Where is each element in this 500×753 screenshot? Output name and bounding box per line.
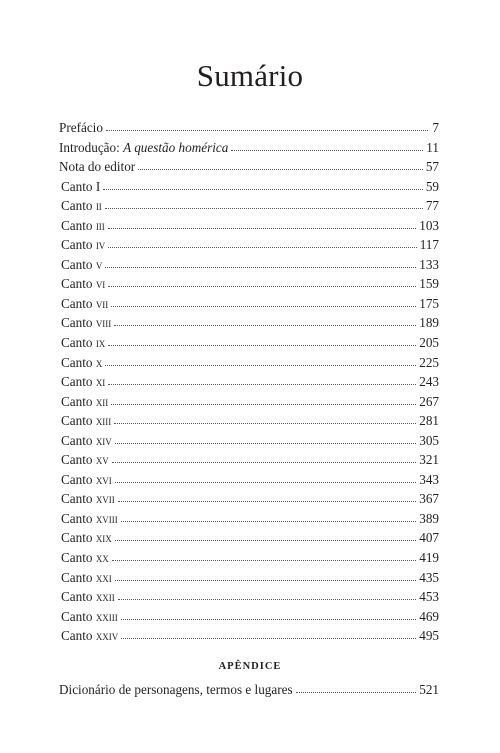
toc-entry[interactable] bbox=[59, 353, 439, 373]
toc-entry-numeral: xix bbox=[95, 530, 112, 546]
toc-entry-page-number: 11 bbox=[426, 139, 439, 155]
toc-entry-numeral: xvii bbox=[95, 491, 115, 507]
toc-entry-page-number: 243 bbox=[419, 374, 439, 390]
toc-entry[interactable] bbox=[59, 470, 439, 490]
toc-entry-numeral: ii bbox=[95, 198, 102, 214]
toc-entry[interactable] bbox=[59, 216, 439, 236]
toc-entry-page-number: 343 bbox=[419, 471, 439, 487]
toc-entry-label-text: Canto bbox=[61, 374, 93, 390]
toc-entry-label-text: Canto bbox=[61, 452, 93, 468]
toc-entry-page-number: 419 bbox=[419, 550, 439, 566]
toc-entry-page-number: 453 bbox=[419, 589, 439, 605]
toc-entry[interactable] bbox=[59, 313, 439, 333]
toc-entry-label bbox=[59, 118, 103, 138]
toc-entry-label-text: Canto bbox=[61, 256, 93, 272]
toc-entry-numeral: xvi bbox=[95, 471, 112, 487]
toc-entry[interactable] bbox=[59, 568, 439, 588]
dot-leader bbox=[105, 266, 416, 268]
toc-entry-label-text: Canto bbox=[61, 276, 93, 292]
toc-entry-label bbox=[59, 157, 135, 177]
toc-entry-label bbox=[59, 313, 111, 333]
toc-entry-label bbox=[59, 353, 102, 373]
dot-leader bbox=[296, 691, 417, 693]
toc-entry[interactable] bbox=[59, 450, 439, 470]
toc-entry-label-text: Dicionário de personagens, termos e lugares bbox=[59, 682, 293, 697]
toc-entry[interactable] bbox=[59, 177, 439, 197]
toc-entry-page-number: 435 bbox=[419, 569, 439, 585]
dot-leader bbox=[108, 227, 416, 229]
toc-entry-numeral: viii bbox=[95, 315, 112, 331]
toc-entry-page-number: 7 bbox=[432, 120, 439, 135]
toc-entry[interactable] bbox=[59, 509, 439, 529]
toc-entry-numeral: xxiii bbox=[95, 608, 118, 624]
toc-entry-label-text: Prefácio bbox=[59, 120, 103, 135]
toc-entry-numeral: iii bbox=[95, 217, 105, 233]
dot-leader bbox=[121, 520, 416, 522]
toc-entry[interactable] bbox=[59, 548, 439, 568]
toc-entry-label bbox=[59, 548, 109, 568]
toc-entry-label-text: Canto bbox=[61, 335, 93, 351]
toc-entry-label-text: Canto bbox=[61, 432, 93, 448]
toc-entry-label bbox=[59, 568, 112, 588]
toc-entry-label-text: Canto bbox=[61, 237, 93, 253]
toc-entry-label bbox=[59, 138, 228, 158]
table-of-contents bbox=[59, 118, 439, 646]
toc-entry[interactable] bbox=[59, 587, 439, 607]
dot-leader bbox=[105, 207, 423, 209]
toc-entry-label bbox=[59, 470, 112, 490]
toc-entry[interactable] bbox=[59, 274, 439, 294]
toc-entry-page-number: 159 bbox=[419, 276, 439, 292]
toc-entry-numeral: ix bbox=[95, 335, 106, 351]
toc-entry-numeral: xviii bbox=[95, 510, 118, 526]
toc-entry-label bbox=[59, 372, 105, 392]
toc-entry[interactable] bbox=[59, 333, 439, 353]
toc-entry-numeral: xi bbox=[95, 374, 106, 390]
toc-entry-page-number: 59 bbox=[425, 178, 439, 194]
toc-entry-numeral: iv bbox=[95, 237, 106, 253]
dot-leader bbox=[111, 403, 416, 405]
dot-leader bbox=[115, 442, 416, 444]
toc-entry-numeral: xxii bbox=[95, 589, 115, 605]
toc-entry-page-number: 321 bbox=[419, 452, 439, 468]
dot-leader bbox=[108, 246, 416, 248]
toc-entry-label bbox=[59, 216, 105, 236]
toc-entry-label-text: Canto bbox=[61, 510, 93, 526]
toc-entry-label bbox=[59, 392, 108, 412]
toc-entry-label-text: Canto bbox=[61, 589, 93, 605]
appendix-list bbox=[59, 680, 439, 700]
dot-leader bbox=[231, 149, 423, 151]
dot-leader bbox=[103, 188, 423, 190]
toc-entry-label-text: Canto bbox=[61, 354, 93, 370]
toc-entry-label bbox=[59, 294, 108, 314]
toc-entry-page-number: 367 bbox=[419, 491, 439, 507]
dot-leader bbox=[108, 285, 416, 287]
toc-entry-numeral: v bbox=[95, 256, 103, 272]
toc-entry-page-number: 175 bbox=[419, 295, 439, 311]
dot-leader bbox=[112, 559, 416, 561]
dot-leader bbox=[108, 344, 416, 346]
dot-leader bbox=[106, 129, 428, 131]
toc-entry-label bbox=[59, 509, 118, 529]
dot-leader bbox=[115, 579, 416, 581]
dot-leader bbox=[114, 422, 416, 424]
toc-entry-label bbox=[59, 528, 112, 548]
toc-entry-numeral: xxiv bbox=[95, 628, 119, 644]
toc-entry-page-number: 57 bbox=[425, 159, 439, 175]
dot-leader bbox=[112, 461, 416, 463]
toc-entry-label-text: Canto bbox=[61, 530, 93, 546]
dot-leader bbox=[121, 618, 416, 620]
dot-leader bbox=[121, 637, 416, 639]
toc-entry-numeral: I bbox=[95, 178, 101, 194]
toc-entry-label-text: Canto bbox=[61, 550, 93, 566]
toc-entry-numeral: xiii bbox=[95, 413, 112, 429]
toc-entry-label-text: Canto bbox=[61, 315, 93, 331]
toc-entry-page-number: 133 bbox=[419, 256, 439, 272]
toc-entry-label bbox=[59, 626, 118, 646]
toc-entry[interactable] bbox=[59, 431, 439, 451]
toc-entry-label bbox=[59, 177, 100, 197]
toc-entry-page-number: 225 bbox=[419, 354, 439, 370]
toc-entry-label bbox=[59, 196, 102, 216]
toc-entry-page-number: 103 bbox=[419, 217, 439, 233]
toc-entry-label bbox=[59, 450, 109, 470]
toc-entry-numeral: xx bbox=[95, 550, 109, 566]
dot-leader bbox=[111, 305, 416, 307]
toc-entry-numeral: vii bbox=[95, 295, 109, 311]
dot-leader bbox=[118, 500, 416, 502]
toc-entry-label bbox=[59, 411, 111, 431]
dot-leader bbox=[138, 168, 423, 170]
dot-leader bbox=[114, 324, 416, 326]
toc-entry[interactable] bbox=[59, 255, 439, 275]
toc-entry[interactable] bbox=[59, 372, 439, 392]
toc-entry-page-number: 117 bbox=[419, 237, 439, 253]
toc-entry-page-number: 281 bbox=[419, 413, 439, 429]
toc-entry-label bbox=[59, 431, 112, 451]
toc-entry-label-prefix: Introdução: bbox=[59, 139, 124, 155]
toc-entry-numeral: xv bbox=[95, 452, 109, 468]
toc-entry-page-number: 267 bbox=[419, 393, 439, 409]
dot-leader bbox=[115, 481, 416, 483]
toc-entry-page-number: 77 bbox=[425, 198, 439, 214]
toc-entry-label-text: Nota do editor bbox=[59, 159, 136, 175]
toc-entry-label bbox=[59, 274, 105, 294]
toc-entry-numeral: xiv bbox=[95, 432, 112, 448]
toc-entry-label-text: Canto bbox=[61, 393, 93, 409]
toc-entry-numeral: xxi bbox=[95, 569, 112, 585]
toc-entry-page-number: 189 bbox=[419, 315, 439, 331]
dot-leader bbox=[105, 364, 416, 366]
toc-entry-label bbox=[59, 489, 115, 509]
toc-entry[interactable] bbox=[59, 528, 439, 548]
toc-entry[interactable] bbox=[59, 138, 439, 158]
dot-leader bbox=[115, 539, 416, 541]
toc-entry-label-text: Canto bbox=[61, 178, 93, 194]
toc-entry-numeral: vi bbox=[95, 276, 106, 292]
appendix-heading: APÊNDICE bbox=[218, 661, 282, 672]
toc-entry-label-text: Canto bbox=[61, 569, 93, 585]
toc-entry-page-number: 495 bbox=[419, 628, 439, 644]
toc-entry-label bbox=[59, 680, 293, 700]
toc-entry-page-number: 407 bbox=[419, 530, 439, 546]
toc-entry[interactable] bbox=[59, 607, 439, 627]
toc-entry-label bbox=[59, 255, 102, 275]
toc-entry-label-text: Canto bbox=[61, 198, 93, 214]
toc-entry[interactable] bbox=[59, 294, 439, 314]
toc-entry-label-text: Canto bbox=[61, 471, 93, 487]
toc-entry-label-italic: A questão homérica bbox=[123, 139, 229, 155]
toc-entry[interactable] bbox=[59, 489, 439, 509]
toc-entry-page-number: 305 bbox=[419, 432, 439, 448]
toc-entry-page-number: 469 bbox=[419, 608, 439, 624]
toc-entry-label-text: Canto bbox=[61, 608, 93, 624]
dot-leader bbox=[118, 598, 416, 600]
toc-entry[interactable] bbox=[59, 626, 439, 646]
toc-entry-label-text: Canto bbox=[61, 295, 93, 311]
toc-entry-numeral: xii bbox=[95, 393, 109, 409]
toc-entry-page-number: 389 bbox=[419, 510, 439, 526]
toc-entry[interactable] bbox=[59, 235, 439, 255]
toc-entry[interactable] bbox=[59, 392, 439, 412]
toc-entry-label-text: Canto bbox=[61, 413, 93, 429]
toc-entry-label bbox=[59, 333, 105, 353]
toc-entry-label bbox=[59, 607, 118, 627]
toc-entry-label bbox=[59, 235, 105, 255]
toc-entry-numeral: x bbox=[95, 354, 103, 370]
dot-leader bbox=[108, 383, 416, 385]
toc-entry[interactable] bbox=[59, 157, 439, 177]
toc-entry[interactable] bbox=[59, 196, 439, 216]
page-title: Sumário bbox=[196, 58, 304, 93]
toc-entry-label-text: Canto bbox=[61, 628, 93, 644]
toc-entry-label-text: Canto bbox=[61, 491, 93, 507]
toc-entry[interactable] bbox=[59, 411, 439, 431]
toc-entry-page-number: 521 bbox=[419, 682, 439, 697]
toc-entry-label bbox=[59, 587, 115, 607]
toc-entry[interactable] bbox=[59, 118, 439, 138]
toc-entry[interactable] bbox=[59, 680, 439, 700]
toc-entry-label-text: Canto bbox=[61, 217, 93, 233]
toc-entry-page-number: 205 bbox=[419, 335, 439, 351]
